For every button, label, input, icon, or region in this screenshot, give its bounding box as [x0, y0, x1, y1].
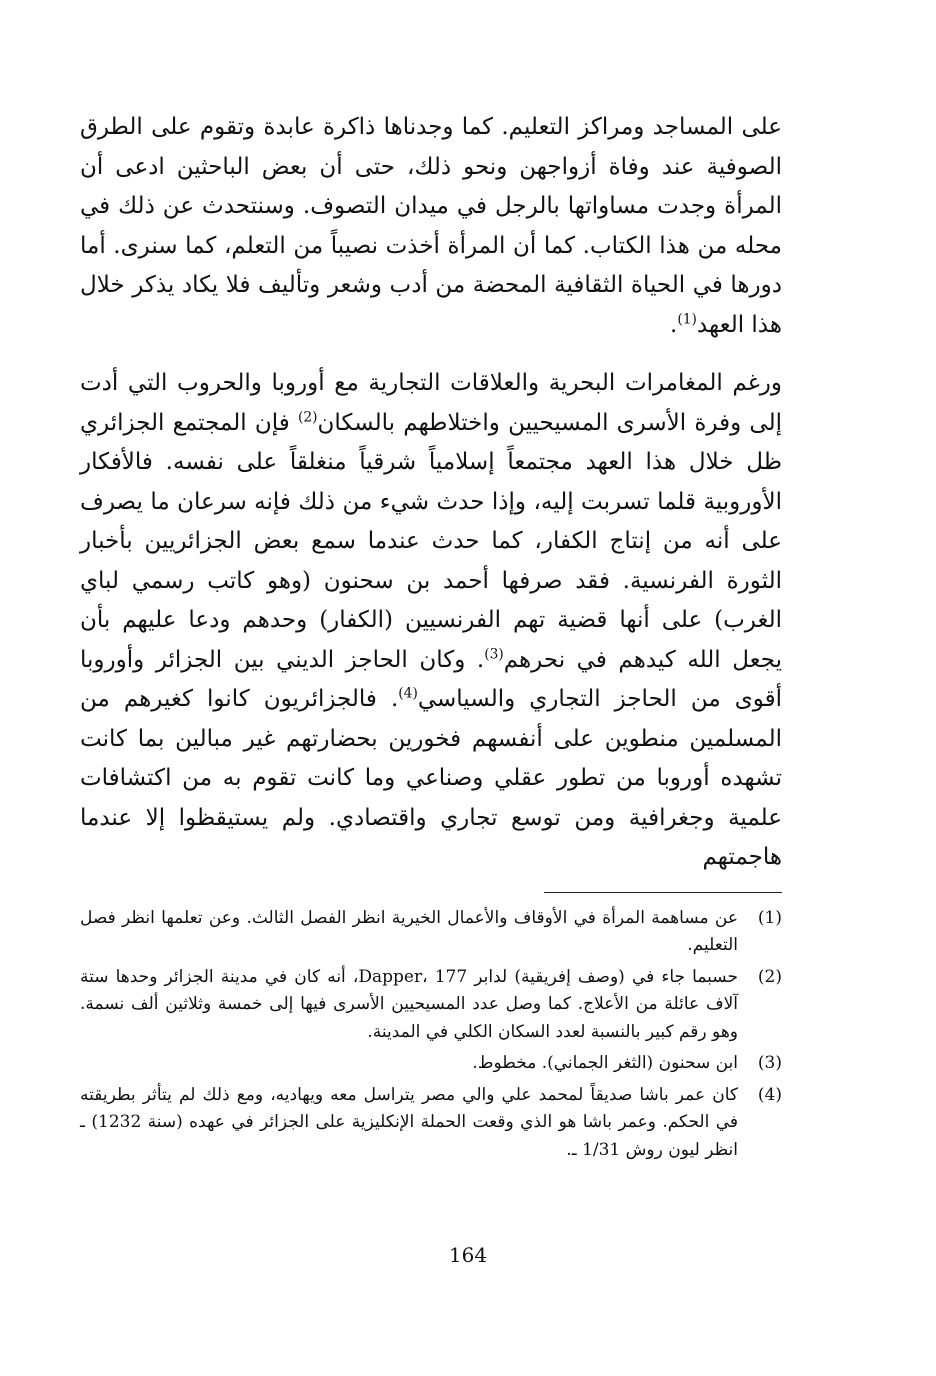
footnote-separator: [544, 892, 782, 893]
footnote-text: حسبما جاء في (وصف إفريقية) لدابر Dapper، 177، أنه كان في مدينة الجزائر وحدها ستة آلاف عائلة من الأعلاج. كما وصل عدد المسيحيين الأسرى فيها إلى خمسة وثلاثين ألف نسمة. وهو رقم كبير بالنسبة لعدد السكان الكلي في المدينة.: [80, 966, 738, 1042]
footnote-text: ابن سحنون (الثغر الجماني). مخطوط.: [472, 1053, 738, 1073]
paragraph-2: ورغم المغامرات البحرية والعلاقات التجارية مع أوروبا والحروب التي أدت إلى وفرة الأسرى المسيحيين واختلاطهم بالسكان$^{(2)}$ فإن المجتمع الجزائري ظل خلال هذا العهد مجتمعاً إسلامياً شرقياً منغلقاً على نفسه. فالأفكار الأوروبية قلما تسربت إليه، وإذا حدث شيء من ذلك فإنه سرعان ما يصرف على أنه من إنتاج الكفار، كما حدث عندما سمع بعض الجزائريين بأخبار الثورة الفرنسية. فقد صرفها أحمد بن سحنون (وهو كاتب رسمي لباي الغرب) على أنها قضية تهم الفرنسيين (الكفار) وحدهم ودعا عليهم بأن يجعل الله كيدهم في نحرهم$^{(3)}$. وكان الحاجز الديني بين الجزائر وأوروبا أقوى من الحاجز التجاري والسياسي$^{(4)}$. فالجزائريون كانوا كغيرهم من المسلمين منطوين على أنفسهم فخورين بحضارتهم غير مبالين بما كانت تشهده أوروبا من تطور عقلي وصناعي وما كانت تقوم به من اكتشافات علمية وجغرافية ومن توسع تجاري واقتصادي. ولم يستيقظوا إلا عندما هاجمتهم: [80, 370, 782, 870]
footnote-number: (2): [757, 966, 782, 987]
paragraph-1: على المساجد ومراكز التعليم. كما وجدناها ذاكرة عابدة وتقوم على الطرق الصوفية عند وفاة أزواجهن ونحو ذلك، حتى أن بعض الباحثين ادعى أن المرأة وجدت مساواتها بالرجل في ميدان التصوف. وسنتحدث عن ذلك في محله من هذا الكتاب. كما أن المرأة أخذت نصيباً من التعلم، كما سنرى. أما دورها في الحياة الثقافية المحضة من أدب وشعر وتأليف فلا يكاد يذكر خلال هذا العهد$^{(1)}$.: [80, 114, 782, 338]
body-text: [80, 108, 782, 878]
footnote-number: (3): [757, 1053, 782, 1073]
footnote-number: (4): [757, 1084, 782, 1105]
page-number: 164: [448, 1243, 488, 1267]
footnote-ref: (1): [677, 310, 697, 327]
footnote-text: عن مساهمة المرأة في الأوقاف والأعمال الخيرية انظر الفصل الثالث. وعن تعلمها انظر فصل التعليم.: [80, 907, 738, 955]
footnote-3: [80, 1050, 782, 1078]
footnote-text: كان عمر باشا صديقاً لمحمد علي والي مصر يتراسل معه ويهاديه، ومع ذلك لم يتأثر بطريقته في الحكم. وعمر باشا هو الذي وقعت الحملة الإنكليزية على الجزائر في عهده (سنة 1232) ـ انظر ليون روش 1/31 ـ.: [80, 1084, 738, 1160]
footnote-ref: (4): [398, 685, 418, 702]
footnotes: [80, 905, 782, 1165]
footnote-2: [80, 964, 782, 1047]
footnote-4: [80, 1082, 782, 1165]
footnote-1: [80, 905, 782, 960]
footnote-ref: (3): [484, 645, 504, 662]
footnote-number: (1): [757, 907, 782, 928]
footnote-ref: (2): [297, 408, 318, 425]
page-content: [80, 108, 782, 1168]
